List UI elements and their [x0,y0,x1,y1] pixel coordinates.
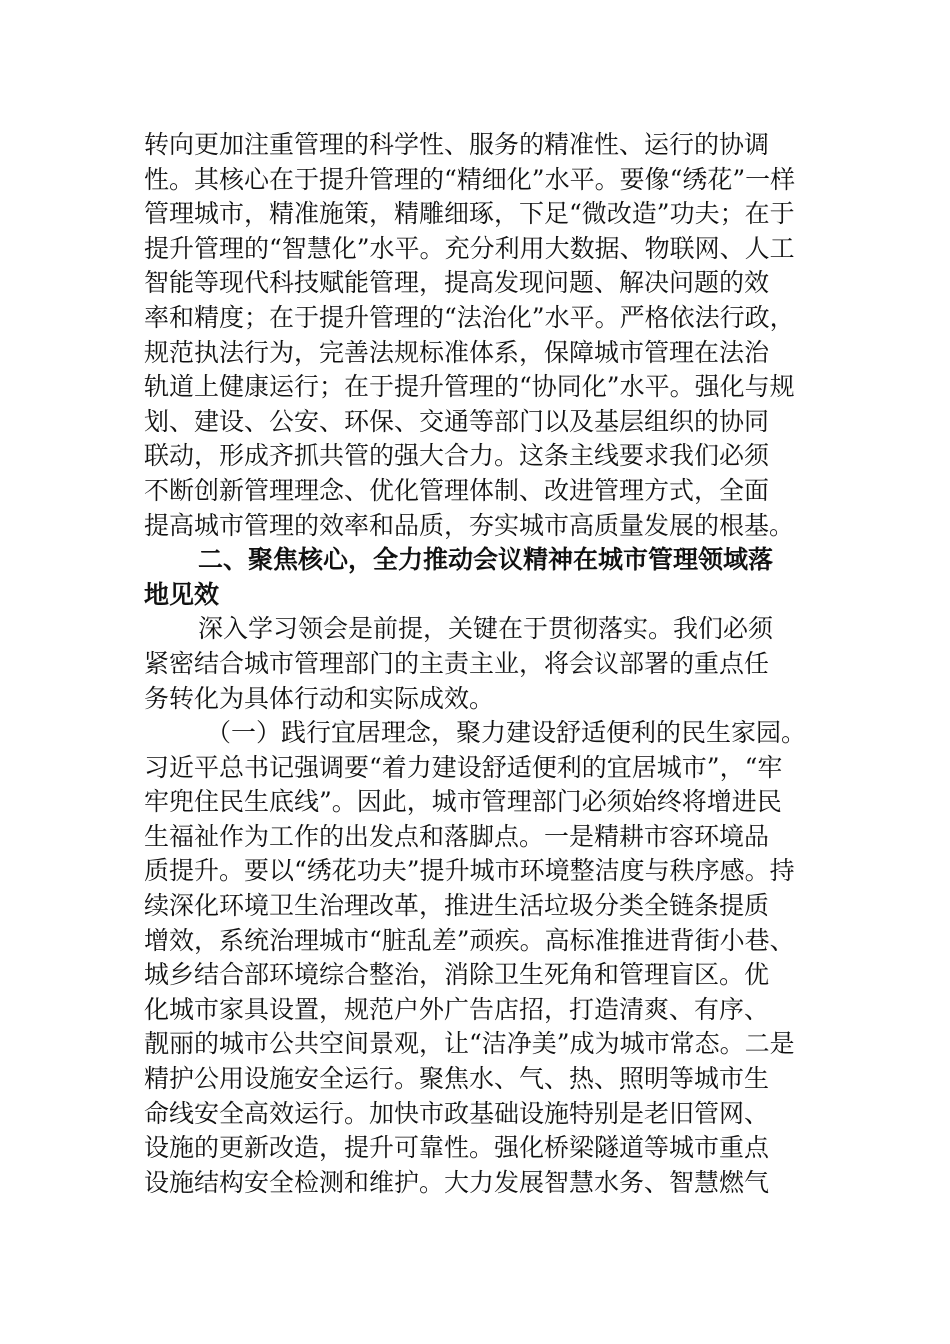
text-line: 城乡结合部环境综合整治，消除卫生死角和管理盲区。优 [144,960,770,990]
text-line: 提升管理的“智慧化”水平。充分利用大数据、物联网、人工 [144,233,795,263]
text-line: 质提升。要以“绣花功夫”提升城市环境整洁度与秩序感。持 [144,856,795,886]
text-line: 轨道上健康运行；在于提升管理的“协同化”水平。强化与规 [144,372,795,402]
text-line: 续深化环境卫生治理改革，推进生活垃圾分类全链条提质 [144,891,770,921]
text-line: 规范执法行为，完善法规标准体系，保障城市管理在法治 [144,337,770,367]
text-line: 联动，形成齐抓共管的强大合力。这条主线要求我们必须 [144,441,770,471]
text-line: 务转化为具体行动和实际成效。 [144,683,495,713]
text-line: 不断创新管理理念、优化管理体制、改进管理方式，全面 [144,475,770,505]
text-line: 命线安全高效运行。加快市政基础设施特别是老旧管网、 [144,1098,770,1128]
text-line: 牢兜住民生底线”。因此，城市管理部门必须始终将增进民 [144,787,782,817]
text-line: 设施结构安全检测和维护。大力发展智慧水务、智慧燃气 [144,1167,770,1197]
paragraph-first-line: 深入学习领会是前提，关键在于贯彻落实。我们必须 [198,614,774,644]
text-line: 提高城市管理的效率和品质，夯实城市高质量发展的根基。 [144,510,795,540]
text-line: 设施的更新改造，提升可靠性。强化桥梁隧道等城市重点 [144,1133,770,1163]
text-line: 性。其核心在于提升管理的“精细化”水平。要像“绣花”一样 [144,164,796,194]
text-line: 智能等现代科技赋能管理，提高发现问题、解决问题的效 [144,268,770,298]
text-line: 转向更加注重管理的科学性、服务的精准性、运行的协调 [144,130,770,159]
document-body [144,128,808,1200]
text-line: 紧密结合城市管理部门的主责主业，将会议部署的重点任 [144,648,770,678]
text-line: 划、建设、公安、环保、交通等部门以及基层组织的协同 [144,406,770,436]
section-heading: 二、聚焦核心，全力推动会议精神在城市管理领域落 [198,545,774,575]
text-line: 生福祉作为工作的出发点和落脚点。一是精耕市容环境品 [144,821,770,851]
section-heading-continued: 地见效 [144,579,220,609]
text-line: 习近平总书记强调要“着力建设舒适便利的宜居城市”，“牢 [144,752,783,782]
text-line: 靓丽的城市公共空间景观，让“洁净美”成为城市常态。二是 [144,1029,795,1059]
text-line: 化城市家具设置，规范户外广告店招，打造清爽、有序、 [144,994,770,1024]
text-line: 精护公用设施安全运行。聚焦水、气、热、照明等城市生 [144,1064,770,1094]
text-line: 管理城市，精准施策，精雕细琢，下足“微改造”功夫；在于 [144,199,795,229]
text-line: 率和精度；在于提升管理的“法治化”水平。严格依法行政， [144,302,795,332]
subsection-heading: （一）践行宜居理念，聚力建设舒适便利的民生家园。 [206,718,807,748]
text-line: 增效，系统治理城市“脏乱差”顽疾。高标准推进背街小巷、 [144,925,795,955]
